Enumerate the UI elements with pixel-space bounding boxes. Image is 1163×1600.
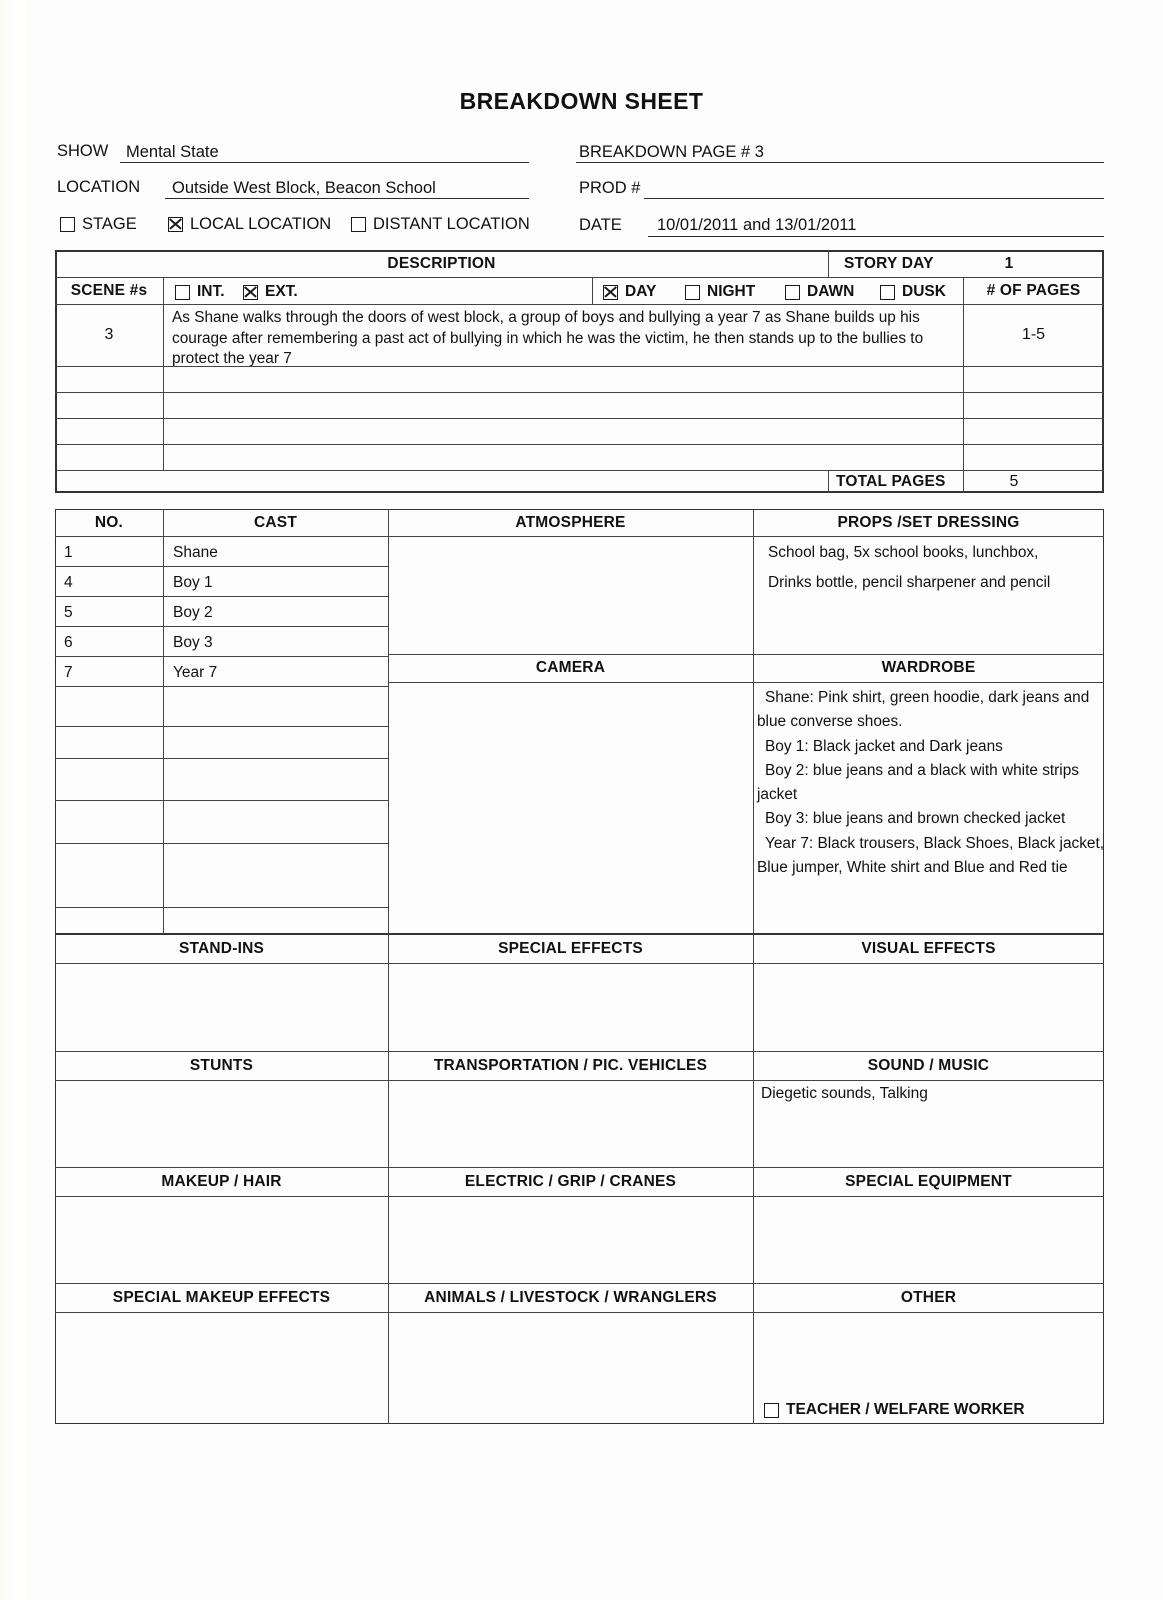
bottom-row3-hline-bot xyxy=(55,1196,1104,1197)
cast-row-hline-5 xyxy=(55,686,388,687)
cast-row-hline-10 xyxy=(55,907,388,908)
transportation-header: TRANSPORTATION / PIC. VEHICLES xyxy=(433,1056,708,1074)
cast-no-header: NO. xyxy=(94,513,124,531)
animals-livestock-wranglers-value[interactable] xyxy=(396,1317,746,1407)
standins-value[interactable] xyxy=(64,968,384,1046)
wardrobe-header: WARDROBE xyxy=(881,659,976,676)
bottom-row2-hline-bot xyxy=(55,1080,1104,1081)
cast-vline-atmosphere xyxy=(388,509,389,934)
scene-table-hline-1 xyxy=(55,277,1104,278)
description-header: DESCRIPTION xyxy=(387,254,496,272)
checkbox-stage-label: STAGE xyxy=(82,215,137,233)
checkbox-dawn-box[interactable] xyxy=(785,285,800,300)
checkbox-int-label: INT. xyxy=(197,283,225,300)
other-value[interactable] xyxy=(761,1317,1099,1387)
cast-vline-no xyxy=(163,509,164,934)
cast-row-hline-7 xyxy=(55,758,388,759)
scene-table-vline-scene xyxy=(163,277,164,470)
cast-row-hline-9 xyxy=(55,843,388,844)
checkbox-day-box[interactable] xyxy=(603,285,618,300)
special-equipment-header: SPECIAL EQUIPMENT xyxy=(845,1172,1012,1190)
checkbox-ext-box[interactable] xyxy=(243,285,258,300)
total-pages-value[interactable]: 5 xyxy=(1009,472,1019,490)
cast-row-name[interactable] xyxy=(173,911,383,933)
scene-row-4-description[interactable] xyxy=(172,422,957,442)
cast-row-no[interactable]: 1 xyxy=(64,544,73,561)
cast-row-hline-4 xyxy=(55,656,388,657)
location-label: LOCATION xyxy=(57,178,141,196)
scene-number[interactable]: 3 xyxy=(104,326,114,343)
checkbox-day-label: DAY xyxy=(625,283,657,300)
checkbox-int[interactable] xyxy=(175,283,225,301)
breakdown-page-label[interactable]: BREAKDOWN PAGE # 3 xyxy=(579,143,764,161)
transportation-value[interactable] xyxy=(396,1086,746,1164)
scene-row-hline-2 xyxy=(55,392,1104,393)
checkbox-teacher-welfare-worker-box[interactable] xyxy=(764,1403,779,1418)
checkbox-ext-label: EXT. xyxy=(265,283,298,300)
scene-table-hline-2 xyxy=(55,304,1104,305)
wardrobe-line: Year 7: Black trousers, Black Shoes, Black jacket, Blue jumper, White shirt and Blue and Red tie xyxy=(757,834,1105,877)
total-pages-label: TOTAL PAGES xyxy=(836,472,946,490)
wardrobe-value[interactable] xyxy=(757,686,1105,880)
cast-header-hline xyxy=(55,536,1104,537)
total-pages-vline xyxy=(828,470,829,493)
special-equipment-value[interactable] xyxy=(761,1201,1099,1279)
visual-effects-value[interactable] xyxy=(761,968,1099,1046)
checkbox-stage[interactable] xyxy=(60,215,137,234)
checkbox-ext[interactable] xyxy=(243,283,298,301)
animals-livestock-wranglers-header: ANIMALS / LIVESTOCK / WRANGLERS xyxy=(424,1288,717,1306)
special-makeup-effects-value[interactable] xyxy=(64,1317,384,1407)
cast-row-name[interactable]: Boy 2 xyxy=(173,604,213,621)
breakdown-page-underline xyxy=(576,162,1104,163)
date-value[interactable]: 10/01/2011 and 13/01/2011 xyxy=(657,216,857,234)
special-effects-header: SPECIAL EFFECTS xyxy=(498,939,643,957)
cast-row-name[interactable] xyxy=(173,762,383,798)
props-header: PROPS /SET DRESSING xyxy=(837,513,1020,531)
cast-row-name[interactable]: Boy 1 xyxy=(173,574,213,591)
special-effects-value[interactable] xyxy=(396,968,746,1046)
scene-row-5-description[interactable] xyxy=(172,448,957,468)
atmosphere-value[interactable] xyxy=(396,540,746,652)
checkbox-dusk-box[interactable] xyxy=(880,285,895,300)
checkbox-distant-location[interactable] xyxy=(351,215,530,234)
checkbox-night[interactable] xyxy=(685,283,755,301)
scene-pages[interactable]: 1-5 xyxy=(1021,326,1046,343)
camera-wardrobe-hline-bot xyxy=(388,682,1104,683)
page-title: BREAKDOWN SHEET xyxy=(459,88,704,114)
scene-row-3-description[interactable] xyxy=(172,396,957,416)
bottom-row4-hline-bot xyxy=(55,1312,1104,1313)
checkbox-teacher-welfare-worker-label: TEACHER / WELFARE WORKER xyxy=(786,1401,1025,1418)
cast-name-header: CAST xyxy=(254,513,297,531)
camera-value[interactable] xyxy=(396,686,746,930)
cast-row-name[interactable]: Year 7 xyxy=(173,664,218,681)
cast-row-name[interactable]: Boy 3 xyxy=(173,634,213,651)
checkbox-teacher-welfare-worker[interactable] xyxy=(764,1401,1025,1419)
cast-row-hline-8 xyxy=(55,800,388,801)
checkbox-local-location-box[interactable] xyxy=(168,217,183,232)
cast-row-no[interactable] xyxy=(64,804,159,841)
wardrobe-line: Boy 2: blue jeans and a black with white strips jacket xyxy=(757,761,1079,804)
checkbox-stage-box[interactable] xyxy=(60,217,75,232)
stunts-header: STUNTS xyxy=(189,1056,254,1074)
wardrobe-line: Shane: Pink shirt, green hoodie, dark jeans and blue converse shoes. xyxy=(757,689,1090,731)
stunts-value[interactable] xyxy=(64,1086,384,1164)
camera-header: CAMERA xyxy=(535,659,606,676)
cast-row-no[interactable] xyxy=(64,762,159,798)
props-line: School bag, 5x school books, lunchbox, xyxy=(768,544,1039,561)
show-underline xyxy=(120,162,529,163)
checkbox-int-box[interactable] xyxy=(175,285,190,300)
props-line: Drinks bottle, pencil sharpener and pencil xyxy=(768,574,1051,591)
location-value[interactable]: Outside West Block, Beacon School xyxy=(172,179,436,197)
show-value[interactable]: Mental State xyxy=(126,143,219,161)
cast-row-hline-6 xyxy=(55,726,388,727)
cast-row-name[interactable] xyxy=(173,730,383,756)
cast-row-no[interactable]: 4 xyxy=(64,574,73,591)
story-day-value[interactable]: 1 xyxy=(1004,254,1014,272)
show-label: SHOW xyxy=(57,142,109,160)
cast-row-name[interactable] xyxy=(173,690,383,724)
location-underline xyxy=(165,198,529,199)
prod-label: PROD # xyxy=(579,179,641,197)
cast-row-name[interactable] xyxy=(173,804,383,841)
sound-music-value[interactable]: Diegetic sounds, Talking xyxy=(761,1085,928,1102)
visual-effects-header: VISUAL EFFECTS xyxy=(861,939,996,957)
scene-table-vline-timeofday xyxy=(592,277,593,304)
checkbox-dusk-label: DUSK xyxy=(902,283,946,300)
checkbox-night-box[interactable] xyxy=(685,285,700,300)
date-label: DATE xyxy=(579,216,622,234)
sound-music-header: SOUND / MUSIC xyxy=(867,1056,990,1074)
standins-header: STAND-INS xyxy=(178,939,265,957)
cast-row-no[interactable] xyxy=(64,911,159,933)
scene-table-vline-storyday xyxy=(828,250,829,277)
scene-col-header: SCENE #s xyxy=(70,281,148,299)
cast-row-no[interactable] xyxy=(64,847,159,905)
wardrobe-line: Boy 3: blue jeans and brown checked jacket xyxy=(765,810,1066,828)
story-day-label: STORY DAY xyxy=(844,254,934,272)
prod-underline xyxy=(644,198,1104,199)
makeup-hair-value[interactable] xyxy=(64,1201,384,1279)
cast-row-name[interactable] xyxy=(173,847,383,905)
cast-row-no[interactable] xyxy=(64,690,159,724)
scene-row-hline-3 xyxy=(55,418,1104,419)
props-value[interactable] xyxy=(760,538,1104,598)
cast-row-no[interactable]: 7 xyxy=(64,664,73,681)
electric-grip-cranes-value[interactable] xyxy=(396,1201,746,1279)
pages-col-header: # OF PAGES xyxy=(986,281,1081,299)
cast-row-hline-3 xyxy=(55,626,388,627)
wardrobe-line: Boy 1: Black jacket and Dark jeans xyxy=(765,737,1003,755)
scene-row-2-description[interactable] xyxy=(172,370,957,390)
cast-row-no[interactable] xyxy=(64,730,159,756)
cast-row-hline-2 xyxy=(55,596,388,597)
checkbox-dusk[interactable] xyxy=(880,283,946,301)
cast-row-name[interactable]: Shane xyxy=(173,544,218,561)
cast-row-no[interactable]: 6 xyxy=(64,634,73,651)
other-header: OTHER xyxy=(900,1288,957,1306)
checkbox-local-location-label: LOCAL LOCATION xyxy=(190,215,332,233)
checkbox-night-label: NIGHT xyxy=(707,283,756,300)
scene-description[interactable]: As Shane walks through the doors of west block, a group of boys and bullying a year 7 as Shane builds up his courage after remembering a past act of bullying in which he was the victim, he then stands up to the bullies to protect the year 7 xyxy=(172,309,924,367)
checkbox-distant-location-box[interactable] xyxy=(351,217,366,232)
checkbox-dawn-label: DAWN xyxy=(807,283,855,300)
makeup-hair-header: MAKEUP / HAIR xyxy=(161,1172,282,1190)
cast-vline-props xyxy=(753,509,754,934)
date-underline xyxy=(648,236,1104,237)
electric-grip-cranes-header: ELECTRIC / GRIP / CRANES xyxy=(464,1172,677,1190)
scene-row-hline-4 xyxy=(55,444,1104,445)
special-makeup-effects-header: SPECIAL MAKEUP EFFECTS xyxy=(112,1288,331,1306)
atmosphere-header: ATMOSPHERE xyxy=(515,513,626,531)
cast-row-no[interactable]: 5 xyxy=(64,604,73,621)
checkbox-day[interactable] xyxy=(603,283,656,301)
cast-row-hline-1 xyxy=(55,566,388,567)
checkbox-distant-location-label: DISTANT LOCATION xyxy=(373,215,530,233)
checkbox-dawn[interactable] xyxy=(785,283,854,301)
bottom-row1-hline xyxy=(55,963,1104,964)
scene-row-hline-1 xyxy=(55,366,1104,367)
checkbox-local-location[interactable] xyxy=(168,215,331,234)
